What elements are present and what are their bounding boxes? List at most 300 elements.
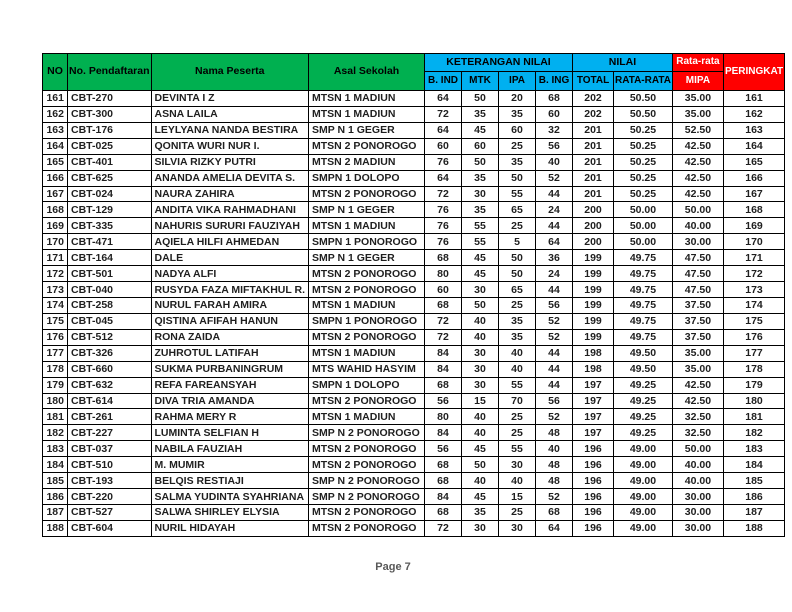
cell-b_ing: 24 <box>536 202 573 218</box>
cell-b_ind: 68 <box>425 250 462 266</box>
cell-rata_rata: 49.25 <box>614 425 673 441</box>
cell-peringkat: 182 <box>723 425 784 441</box>
header-peringkat: PERINGKAT <box>723 54 784 91</box>
cell-mtk: 30 <box>462 345 499 361</box>
cell-nama: RONA ZAIDA <box>151 329 309 345</box>
cell-pendaftaran: CBT-176 <box>68 122 152 138</box>
cell-total: 197 <box>573 393 614 409</box>
table-row <box>43 425 785 441</box>
cell-total: 197 <box>573 377 614 393</box>
cell-peringkat: 168 <box>723 202 784 218</box>
cell-rata_rata: 49.00 <box>614 473 673 489</box>
cell-nama: LEYLYANA NANDA BESTIRA <box>151 122 309 138</box>
cell-ipa: 65 <box>499 202 536 218</box>
cell-no: 188 <box>43 520 68 536</box>
cell-mtk: 40 <box>462 409 499 425</box>
cell-total: 198 <box>573 345 614 361</box>
cell-mtk: 50 <box>462 154 499 170</box>
cell-peringkat: 167 <box>723 186 784 202</box>
cell-b_ind: 84 <box>425 489 462 505</box>
cell-no: 177 <box>43 345 68 361</box>
cell-peringkat: 163 <box>723 122 784 138</box>
cell-total: 196 <box>573 504 614 520</box>
cell-mtk: 40 <box>462 425 499 441</box>
cell-no: 183 <box>43 441 68 457</box>
cell-mtk: 40 <box>462 473 499 489</box>
cell-mipa: 30.00 <box>672 489 723 505</box>
cell-b_ing: 48 <box>536 457 573 473</box>
table-row <box>43 186 785 202</box>
cell-b_ind: 64 <box>425 91 462 107</box>
cell-mtk: 30 <box>462 361 499 377</box>
cell-sekolah: SMP N 1 GEGER <box>309 122 425 138</box>
cell-ipa: 35 <box>499 106 536 122</box>
cell-rata_rata: 49.75 <box>614 329 673 345</box>
cell-mtk: 40 <box>462 313 499 329</box>
cell-mipa: 35.00 <box>672 91 723 107</box>
cell-ipa: 25 <box>499 409 536 425</box>
cell-b_ing: 68 <box>536 91 573 107</box>
cell-no: 175 <box>43 313 68 329</box>
cell-b_ind: 72 <box>425 313 462 329</box>
cell-sekolah: MTSN 1 MADIUN <box>309 91 425 107</box>
cell-no: 176 <box>43 329 68 345</box>
cell-sekolah: MTSN 1 MADIUN <box>309 297 425 313</box>
cell-rata_rata: 49.25 <box>614 377 673 393</box>
cell-rata_rata: 50.00 <box>614 234 673 250</box>
cell-peringkat: 185 <box>723 473 784 489</box>
cell-b_ind: 84 <box>425 425 462 441</box>
header-b-ind: B. IND <box>425 72 462 91</box>
cell-total: 196 <box>573 520 614 536</box>
cell-peringkat: 179 <box>723 377 784 393</box>
cell-mtk: 55 <box>462 218 499 234</box>
cell-peringkat: 177 <box>723 345 784 361</box>
cell-b_ing: 44 <box>536 218 573 234</box>
cell-peringkat: 162 <box>723 106 784 122</box>
cell-peringkat: 173 <box>723 282 784 298</box>
cell-b_ind: 64 <box>425 122 462 138</box>
cell-sekolah: SMPN 1 DOLOPO <box>309 170 425 186</box>
cell-nama: QONITA WURI NUR I. <box>151 138 309 154</box>
cell-pendaftaran: CBT-501 <box>68 266 152 282</box>
cell-mtk: 50 <box>462 297 499 313</box>
cell-sekolah: MTSN 2 PONOROGO <box>309 282 425 298</box>
table-row <box>43 234 785 250</box>
cell-b_ing: 32 <box>536 122 573 138</box>
cell-peringkat: 174 <box>723 297 784 313</box>
cell-b_ind: 68 <box>425 473 462 489</box>
cell-no: 163 <box>43 122 68 138</box>
cell-nama: DEVINTA I Z <box>151 91 309 107</box>
cell-b_ing: 44 <box>536 345 573 361</box>
cell-no: 162 <box>43 106 68 122</box>
cell-mtk: 35 <box>462 202 499 218</box>
cell-ipa: 50 <box>499 250 536 266</box>
table-row <box>43 473 785 489</box>
cell-nama: DIVA TRIA AMANDA <box>151 393 309 409</box>
cell-peringkat: 169 <box>723 218 784 234</box>
cell-sekolah: SMPN 1 DOLOPO <box>309 377 425 393</box>
header-keterangan-nilai: KETERANGAN NILAI <box>425 54 573 72</box>
header-nama-peserta: Nama Peserta <box>151 54 309 91</box>
cell-b_ing: 60 <box>536 106 573 122</box>
cell-sekolah: SMP N 2 PONOROGO <box>309 473 425 489</box>
cell-total: 201 <box>573 122 614 138</box>
cell-rata_rata: 49.00 <box>614 441 673 457</box>
cell-pendaftaran: CBT-024 <box>68 186 152 202</box>
cell-nama: QISTINA AFIFAH HANUN <box>151 313 309 329</box>
cell-rata_rata: 50.25 <box>614 170 673 186</box>
cell-total: 199 <box>573 313 614 329</box>
cell-nama: NABILA FAUZIAH <box>151 441 309 457</box>
cell-pendaftaran: CBT-129 <box>68 202 152 218</box>
cell-no: 184 <box>43 457 68 473</box>
cell-total: 201 <box>573 138 614 154</box>
cell-total: 196 <box>573 441 614 457</box>
cell-rata_rata: 50.50 <box>614 91 673 107</box>
cell-b_ing: 52 <box>536 313 573 329</box>
header-asal-sekolah: Asal Sekolah <box>309 54 425 91</box>
table-header <box>43 54 785 91</box>
cell-mipa: 52.50 <box>672 122 723 138</box>
cell-ipa: 50 <box>499 170 536 186</box>
cell-rata_rata: 49.00 <box>614 520 673 536</box>
cell-ipa: 30 <box>499 457 536 473</box>
cell-mipa: 42.50 <box>672 138 723 154</box>
header-mtk: MTK <box>462 72 499 91</box>
cell-sekolah: MTSN 2 PONOROGO <box>309 329 425 345</box>
cell-mipa: 40.00 <box>672 457 723 473</box>
cell-no: 169 <box>43 218 68 234</box>
cell-pendaftaran: CBT-025 <box>68 138 152 154</box>
cell-mipa: 35.00 <box>672 106 723 122</box>
cell-total: 201 <box>573 170 614 186</box>
cell-sekolah: MTSN 1 MADIUN <box>309 218 425 234</box>
table-row <box>43 138 785 154</box>
cell-b_ing: 44 <box>536 186 573 202</box>
cell-mtk: 45 <box>462 266 499 282</box>
cell-nama: NAHURIS SURURI FAUZIYAH <box>151 218 309 234</box>
cell-no: 185 <box>43 473 68 489</box>
cell-mipa: 47.50 <box>672 250 723 266</box>
cell-rata_rata: 50.25 <box>614 154 673 170</box>
cell-total: 196 <box>573 489 614 505</box>
cell-peringkat: 166 <box>723 170 784 186</box>
cell-total: 196 <box>573 457 614 473</box>
cell-rata_rata: 49.25 <box>614 409 673 425</box>
cell-pendaftaran: CBT-604 <box>68 520 152 536</box>
cell-pendaftaran: CBT-300 <box>68 106 152 122</box>
cell-pendaftaran: CBT-258 <box>68 297 152 313</box>
cell-total: 198 <box>573 361 614 377</box>
cell-mipa: 35.00 <box>672 345 723 361</box>
cell-ipa: 55 <box>499 441 536 457</box>
cell-pendaftaran: CBT-261 <box>68 409 152 425</box>
cell-no: 178 <box>43 361 68 377</box>
cell-no: 180 <box>43 393 68 409</box>
cell-rata_rata: 50.00 <box>614 202 673 218</box>
cell-pendaftaran: CBT-625 <box>68 170 152 186</box>
table-row <box>43 282 785 298</box>
cell-nama: ZUHROTUL LATIFAH <box>151 345 309 361</box>
header-mipa: MIPA <box>672 72 723 91</box>
cell-nama: M. MUMIR <box>151 457 309 473</box>
cell-b_ind: 60 <box>425 138 462 154</box>
cell-total: 202 <box>573 91 614 107</box>
cell-sekolah: MTSN 2 PONOROGO <box>309 138 425 154</box>
cell-rata_rata: 50.50 <box>614 106 673 122</box>
cell-mipa: 30.00 <box>672 234 723 250</box>
cell-ipa: 25 <box>499 297 536 313</box>
cell-sekolah: SMP N 2 PONOROGO <box>309 489 425 505</box>
cell-pendaftaran: CBT-401 <box>68 154 152 170</box>
cell-rata_rata: 50.25 <box>614 138 673 154</box>
cell-mipa: 47.50 <box>672 282 723 298</box>
cell-mtk: 30 <box>462 520 499 536</box>
table-row <box>43 313 785 329</box>
table-row <box>43 250 785 266</box>
cell-pendaftaran: CBT-335 <box>68 218 152 234</box>
cell-mipa: 37.50 <box>672 329 723 345</box>
cell-mipa: 30.00 <box>672 504 723 520</box>
cell-no: 167 <box>43 186 68 202</box>
cell-no: 174 <box>43 297 68 313</box>
cell-rata_rata: 49.50 <box>614 361 673 377</box>
cell-mtk: 40 <box>462 329 499 345</box>
cell-b_ing: 52 <box>536 170 573 186</box>
cell-sekolah: MTSN 2 MADIUN <box>309 154 425 170</box>
cell-no: 171 <box>43 250 68 266</box>
cell-nama: BELQIS RESTIAJI <box>151 473 309 489</box>
cell-no: 182 <box>43 425 68 441</box>
cell-total: 199 <box>573 250 614 266</box>
cell-pendaftaran: CBT-164 <box>68 250 152 266</box>
cell-no: 186 <box>43 489 68 505</box>
cell-no: 173 <box>43 282 68 298</box>
cell-pendaftaran: CBT-193 <box>68 473 152 489</box>
header-rata-rata: Rata-rata <box>672 54 723 72</box>
cell-sekolah: MTSN 2 PONOROGO <box>309 520 425 536</box>
cell-ipa: 60 <box>499 122 536 138</box>
cell-total: 202 <box>573 106 614 122</box>
cell-rata_rata: 49.75 <box>614 313 673 329</box>
cell-mipa: 32.50 <box>672 425 723 441</box>
cell-rata_rata: 49.25 <box>614 393 673 409</box>
cell-sekolah: MTSN 2 PONOROGO <box>309 393 425 409</box>
page-number-footer: Page 7 <box>375 561 411 573</box>
cell-peringkat: 171 <box>723 250 784 266</box>
cell-b_ing: 68 <box>536 504 573 520</box>
header-rata-rata-sub: RATA-RATA <box>614 72 673 91</box>
table-row <box>43 122 785 138</box>
cell-sekolah: SMP N 1 GEGER <box>309 202 425 218</box>
cell-peringkat: 188 <box>723 520 784 536</box>
cell-ipa: 25 <box>499 504 536 520</box>
cell-b_ind: 72 <box>425 329 462 345</box>
cell-peringkat: 187 <box>723 504 784 520</box>
cell-no: 166 <box>43 170 68 186</box>
table-row <box>43 520 785 536</box>
cell-mtk: 50 <box>462 457 499 473</box>
table-row <box>43 393 785 409</box>
cell-b_ing: 44 <box>536 361 573 377</box>
cell-no: 161 <box>43 91 68 107</box>
table-row <box>43 361 785 377</box>
table-row <box>43 457 785 473</box>
cell-total: 200 <box>573 202 614 218</box>
cell-mipa: 35.00 <box>672 361 723 377</box>
cell-mipa: 32.50 <box>672 409 723 425</box>
cell-ipa: 55 <box>499 377 536 393</box>
cell-mtk: 45 <box>462 122 499 138</box>
results-table <box>42 53 785 537</box>
cell-total: 199 <box>573 329 614 345</box>
cell-pendaftaran: CBT-471 <box>68 234 152 250</box>
cell-b_ind: 84 <box>425 345 462 361</box>
cell-sekolah: SMPN 1 PONOROGO <box>309 313 425 329</box>
cell-total: 197 <box>573 425 614 441</box>
cell-pendaftaran: CBT-660 <box>68 361 152 377</box>
cell-total: 200 <box>573 218 614 234</box>
cell-pendaftaran: CBT-632 <box>68 377 152 393</box>
cell-peringkat: 161 <box>723 91 784 107</box>
cell-mipa: 42.50 <box>672 154 723 170</box>
cell-mtk: 35 <box>462 504 499 520</box>
cell-peringkat: 165 <box>723 154 784 170</box>
cell-b_ind: 76 <box>425 218 462 234</box>
header-ipa: IPA <box>499 72 536 91</box>
cell-no: 172 <box>43 266 68 282</box>
cell-sekolah: MTSN 2 PONOROGO <box>309 186 425 202</box>
table-row <box>43 106 785 122</box>
cell-no: 170 <box>43 234 68 250</box>
cell-mtk: 55 <box>462 234 499 250</box>
cell-ipa: 40 <box>499 361 536 377</box>
cell-total: 197 <box>573 409 614 425</box>
cell-mipa: 40.00 <box>672 473 723 489</box>
cell-peringkat: 172 <box>723 266 784 282</box>
cell-total: 199 <box>573 282 614 298</box>
cell-nama: RUSYDA FAZA MIFTAKHUL R. <box>151 282 309 298</box>
cell-b_ind: 68 <box>425 297 462 313</box>
cell-mtk: 50 <box>462 91 499 107</box>
cell-mipa: 30.00 <box>672 520 723 536</box>
cell-pendaftaran: CBT-326 <box>68 345 152 361</box>
cell-ipa: 50 <box>499 266 536 282</box>
table-row <box>43 489 785 505</box>
cell-mipa: 40.00 <box>672 218 723 234</box>
cell-b_ind: 80 <box>425 266 462 282</box>
cell-b_ind: 76 <box>425 202 462 218</box>
table-row <box>43 218 785 234</box>
cell-rata_rata: 49.50 <box>614 345 673 361</box>
cell-nama: SALMA YUDINTA SYAHRIANA <box>151 489 309 505</box>
cell-ipa: 30 <box>499 520 536 536</box>
cell-peringkat: 170 <box>723 234 784 250</box>
cell-sekolah: SMP N 1 GEGER <box>309 250 425 266</box>
table-row <box>43 266 785 282</box>
cell-pendaftaran: CBT-220 <box>68 489 152 505</box>
cell-b_ind: 76 <box>425 234 462 250</box>
cell-b_ing: 64 <box>536 520 573 536</box>
cell-b_ing: 36 <box>536 250 573 266</box>
cell-mtk: 35 <box>462 106 499 122</box>
cell-nama: AQIELA HILFI AHMEDAN <box>151 234 309 250</box>
cell-nama: NAURA ZAHIRA <box>151 186 309 202</box>
cell-pendaftaran: CBT-227 <box>68 425 152 441</box>
cell-ipa: 25 <box>499 425 536 441</box>
cell-b_ind: 64 <box>425 170 462 186</box>
cell-sekolah: MTSN 1 MADIUN <box>309 345 425 361</box>
cell-mtk: 45 <box>462 441 499 457</box>
cell-rata_rata: 50.00 <box>614 218 673 234</box>
cell-mtk: 15 <box>462 393 499 409</box>
cell-nama: RAHMA MERY R <box>151 409 309 425</box>
cell-nama: SILVIA RIZKY PUTRI <box>151 154 309 170</box>
cell-mtk: 30 <box>462 377 499 393</box>
cell-nama: SUKMA PURBANINGRUM <box>151 361 309 377</box>
cell-nama: NADYA ALFI <box>151 266 309 282</box>
cell-total: 199 <box>573 297 614 313</box>
table-row <box>43 91 785 107</box>
cell-pendaftaran: CBT-045 <box>68 313 152 329</box>
cell-b_ing: 52 <box>536 409 573 425</box>
cell-mipa: 47.50 <box>672 266 723 282</box>
cell-ipa: 35 <box>499 329 536 345</box>
cell-rata_rata: 49.75 <box>614 250 673 266</box>
table-row <box>43 202 785 218</box>
cell-pendaftaran: CBT-527 <box>68 504 152 520</box>
cell-b_ind: 68 <box>425 504 462 520</box>
cell-mtk: 60 <box>462 138 499 154</box>
cell-mtk: 30 <box>462 186 499 202</box>
cell-peringkat: 184 <box>723 457 784 473</box>
cell-b_ind: 84 <box>425 361 462 377</box>
table-row <box>43 329 785 345</box>
cell-nama: DALE <box>151 250 309 266</box>
cell-ipa: 5 <box>499 234 536 250</box>
cell-nama: NURUL FARAH AMIRA <box>151 297 309 313</box>
table-row <box>43 170 785 186</box>
cell-b_ind: 80 <box>425 409 462 425</box>
cell-sekolah: MTS WAHID HASYIM <box>309 361 425 377</box>
cell-rata_rata: 49.75 <box>614 282 673 298</box>
cell-peringkat: 181 <box>723 409 784 425</box>
cell-b_ing: 24 <box>536 266 573 282</box>
cell-mtk: 30 <box>462 282 499 298</box>
cell-no: 187 <box>43 504 68 520</box>
cell-b_ing: 44 <box>536 377 573 393</box>
cell-mtk: 35 <box>462 170 499 186</box>
cell-nama: ASNA LAILA <box>151 106 309 122</box>
cell-mipa: 42.50 <box>672 170 723 186</box>
table-row <box>43 504 785 520</box>
cell-no: 179 <box>43 377 68 393</box>
cell-b_ing: 56 <box>536 393 573 409</box>
cell-b_ind: 72 <box>425 520 462 536</box>
cell-b_ind: 60 <box>425 282 462 298</box>
cell-total: 196 <box>573 473 614 489</box>
table-body <box>43 91 785 537</box>
header-no: NO <box>43 54 68 91</box>
cell-b_ing: 56 <box>536 138 573 154</box>
cell-peringkat: 186 <box>723 489 784 505</box>
cell-b_ind: 72 <box>425 106 462 122</box>
cell-ipa: 35 <box>499 154 536 170</box>
cell-nama: REFA FAREANSYAH <box>151 377 309 393</box>
cell-nama: LUMINTA SELFIAN H <box>151 425 309 441</box>
